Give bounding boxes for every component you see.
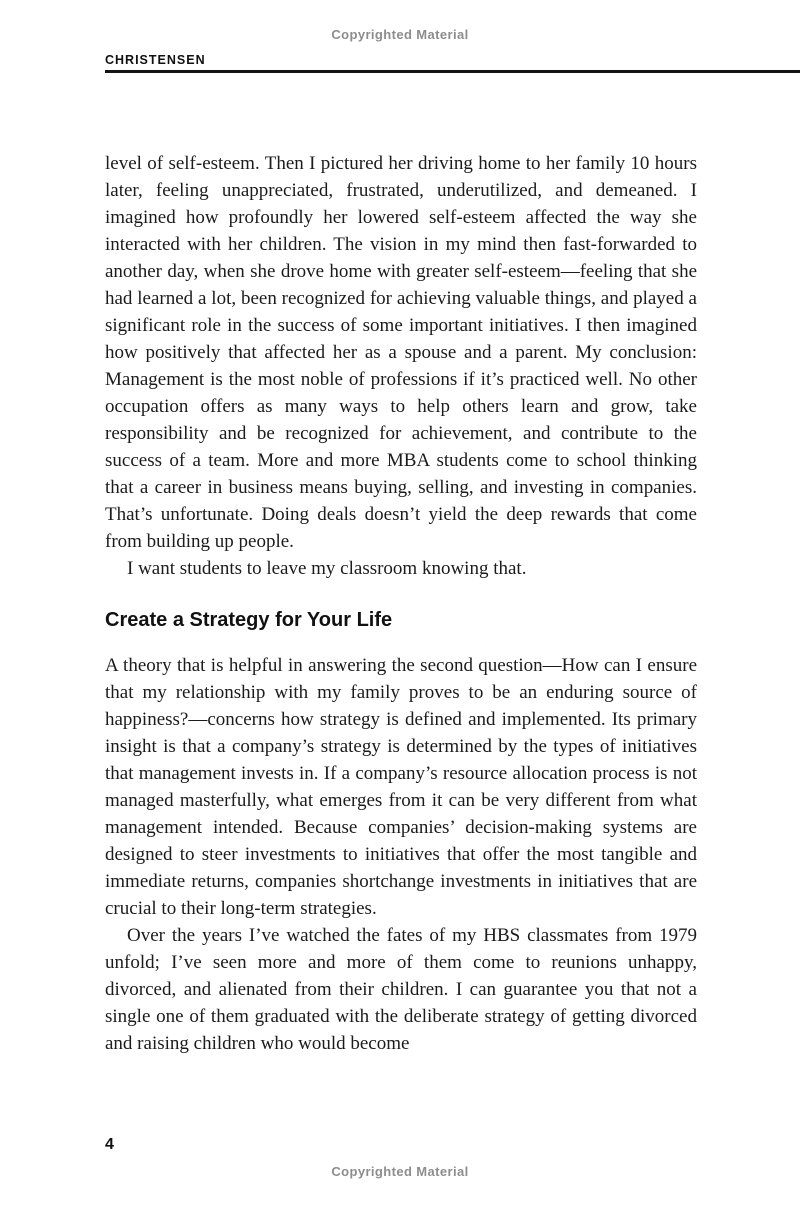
section-heading: Create a Strategy for Your Life <box>105 609 393 631</box>
copyright-notice-bottom: Copyrighted Material <box>331 1164 469 1179</box>
running-header: CHRISTENSEN <box>105 53 206 67</box>
paragraph-2: I want students to leave my classroom knowing that. <box>127 558 527 579</box>
header-rule <box>105 70 800 73</box>
page-body <box>105 150 697 1057</box>
paragraph-1: level of self-esteem. Then I pictured her driving home to her family 10 hours later, feeling unappreciated, frustrated, underutilized, and demeaned. I imagined how profoundly her lowered self-esteem affected the way she interacted with her children. The vision in my mind then fast-forwarded to another day, when she drove home with greater self-esteem—feeling that she had learned a lot, been recognized for achieving valuable things, and played a significant role in the success of some important initiatives. I then imagined how positively that affected her as a spouse and a parent. My conclusion: Management is the most noble of professions if it’s practiced well. No other occupation offers as many ways to help others learn and grow, take responsibility and be recognized for achievement, and contribute to the success of a team. More and more MBA students come to school thinking that a career in business means buying, selling, and investing in companies. That’s unfortunate. Doing deals doesn’t yield the deep rewards that come from building up people. <box>105 153 697 552</box>
page-number: 4 <box>105 1136 114 1153</box>
copyright-notice-top: Copyrighted Material <box>331 27 469 42</box>
paragraph-4: Over the years I’ve watched the fates of my HBS classmates from 1979 unfold; I’ve seen more and more of them come to reunions unhappy, divorced, and alienated from their children. I can guarantee you that not a single one of them graduated with the deliberate strategy of getting divorced and raising children who would become <box>105 925 697 1054</box>
paragraph-3: A theory that is helpful in answering the second question—How can I ensure that my relationship with my family proves to be an enduring source of happiness?—concerns how strategy is defined and implemented. Its primary insight is that a company’s strategy is determined by the types of initiatives that management invests in. If a company’s resource allocation process is not managed masterfully, what emerges from it can be very different from what management intended. Because companies’ decision-making systems are designed to steer investments to initiatives that offer the most tangible and immediate returns, companies shortchange investments in initiatives that are crucial to their long-term strategies. <box>105 655 697 919</box>
